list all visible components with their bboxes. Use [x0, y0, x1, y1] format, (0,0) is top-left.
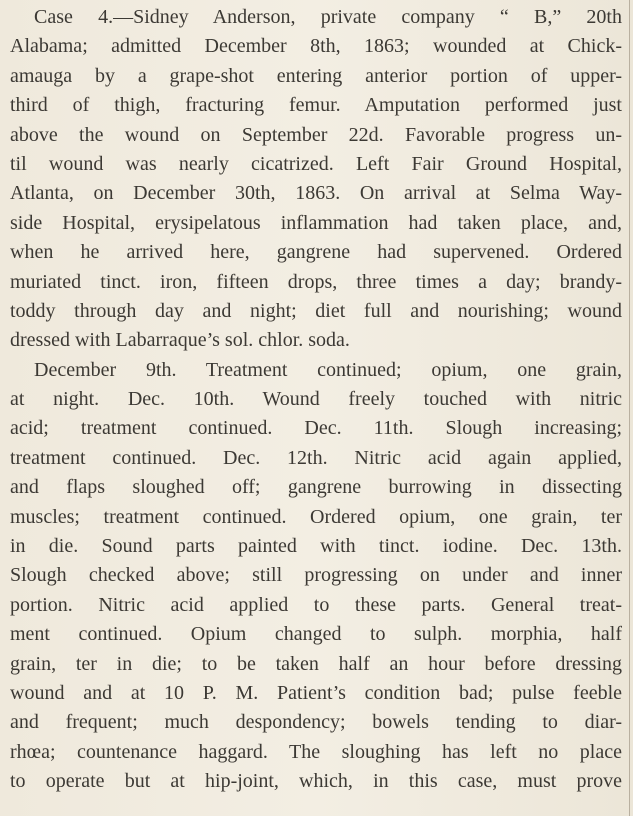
text-line: when he arrived here, gangrene had supervened. Ordered	[10, 241, 622, 264]
text-line: side Hospital, erysipelatous inflammation had taken place, and,	[10, 211, 622, 234]
text-line: ment continued. Opium changed to sulph. morphia, half	[10, 623, 622, 646]
text-line: December 9th. Treatment continued; opium, one grain,	[34, 358, 622, 381]
paragraph-case-summary	[10, 3, 622, 356]
text-line: in die. Sound parts painted with tinct. iodine. Dec. 13th.	[10, 535, 622, 558]
text-line: amauga by a grape-shot entering anterior portion of upper-	[10, 64, 622, 87]
text-line: and frequent; much despondency; bowels tending to diar-	[10, 711, 622, 734]
text-line: muscles; treatment continued. Ordered opium, one grain, ter	[10, 505, 622, 528]
text-line: toddy through day and night; diet full and nourishing; wound	[10, 299, 622, 322]
text-line: Atlanta, on December 30th, 1863. On arrival at Selma Way-	[10, 182, 622, 205]
text-line: third of thigh, fracturing femur. Amputation performed just	[10, 94, 622, 117]
text-line: grain, ter in die; to be taken half an hour before dressing	[10, 652, 622, 675]
text-line: at night. Dec. 10th. Wound freely touched with nitric	[10, 388, 622, 411]
case-text	[10, 3, 622, 797]
text-line: Slough checked above; still progressing on under and inner	[10, 564, 622, 587]
text-line: Case 4.—Sidney Anderson, private company “ B,” 20th	[34, 6, 622, 28]
text-line: above the wound on September 22d. Favorable progress un-	[10, 123, 622, 146]
page-edge-line	[629, 0, 630, 816]
text-line: wound and at 10 P. M. Patient’s condition bad; pulse feeble	[10, 681, 622, 704]
text-line: Alabama; admitted December 8th, 1863; wounded at Chick-	[10, 35, 622, 58]
text-line: acid; treatment continued. Dec. 11th. Slough increasing;	[10, 417, 622, 440]
text-line: to operate but at hip-joint, which, in this case, must prove	[10, 770, 622, 793]
text-line: muriated tinct. iron, fifteen drops, three times a day; brandy-	[10, 270, 622, 293]
paragraph-treatment-log	[10, 356, 622, 797]
text-line: and flaps sloughed off; gangrene burrowing in dissecting	[10, 476, 622, 499]
text-line: treatment continued. Dec. 12th. Nitric acid again applied,	[10, 446, 622, 469]
text-line: dressed with Labarraque’s sol. chlor. soda.	[10, 329, 350, 352]
text-line: portion. Nitric acid applied to these parts. General treat-	[10, 593, 622, 616]
text-line: rhœa; countenance haggard. The sloughing has left no place	[10, 740, 622, 763]
text-line: til wound was nearly cicatrized. Left Fair Ground Hospital,	[10, 152, 622, 175]
